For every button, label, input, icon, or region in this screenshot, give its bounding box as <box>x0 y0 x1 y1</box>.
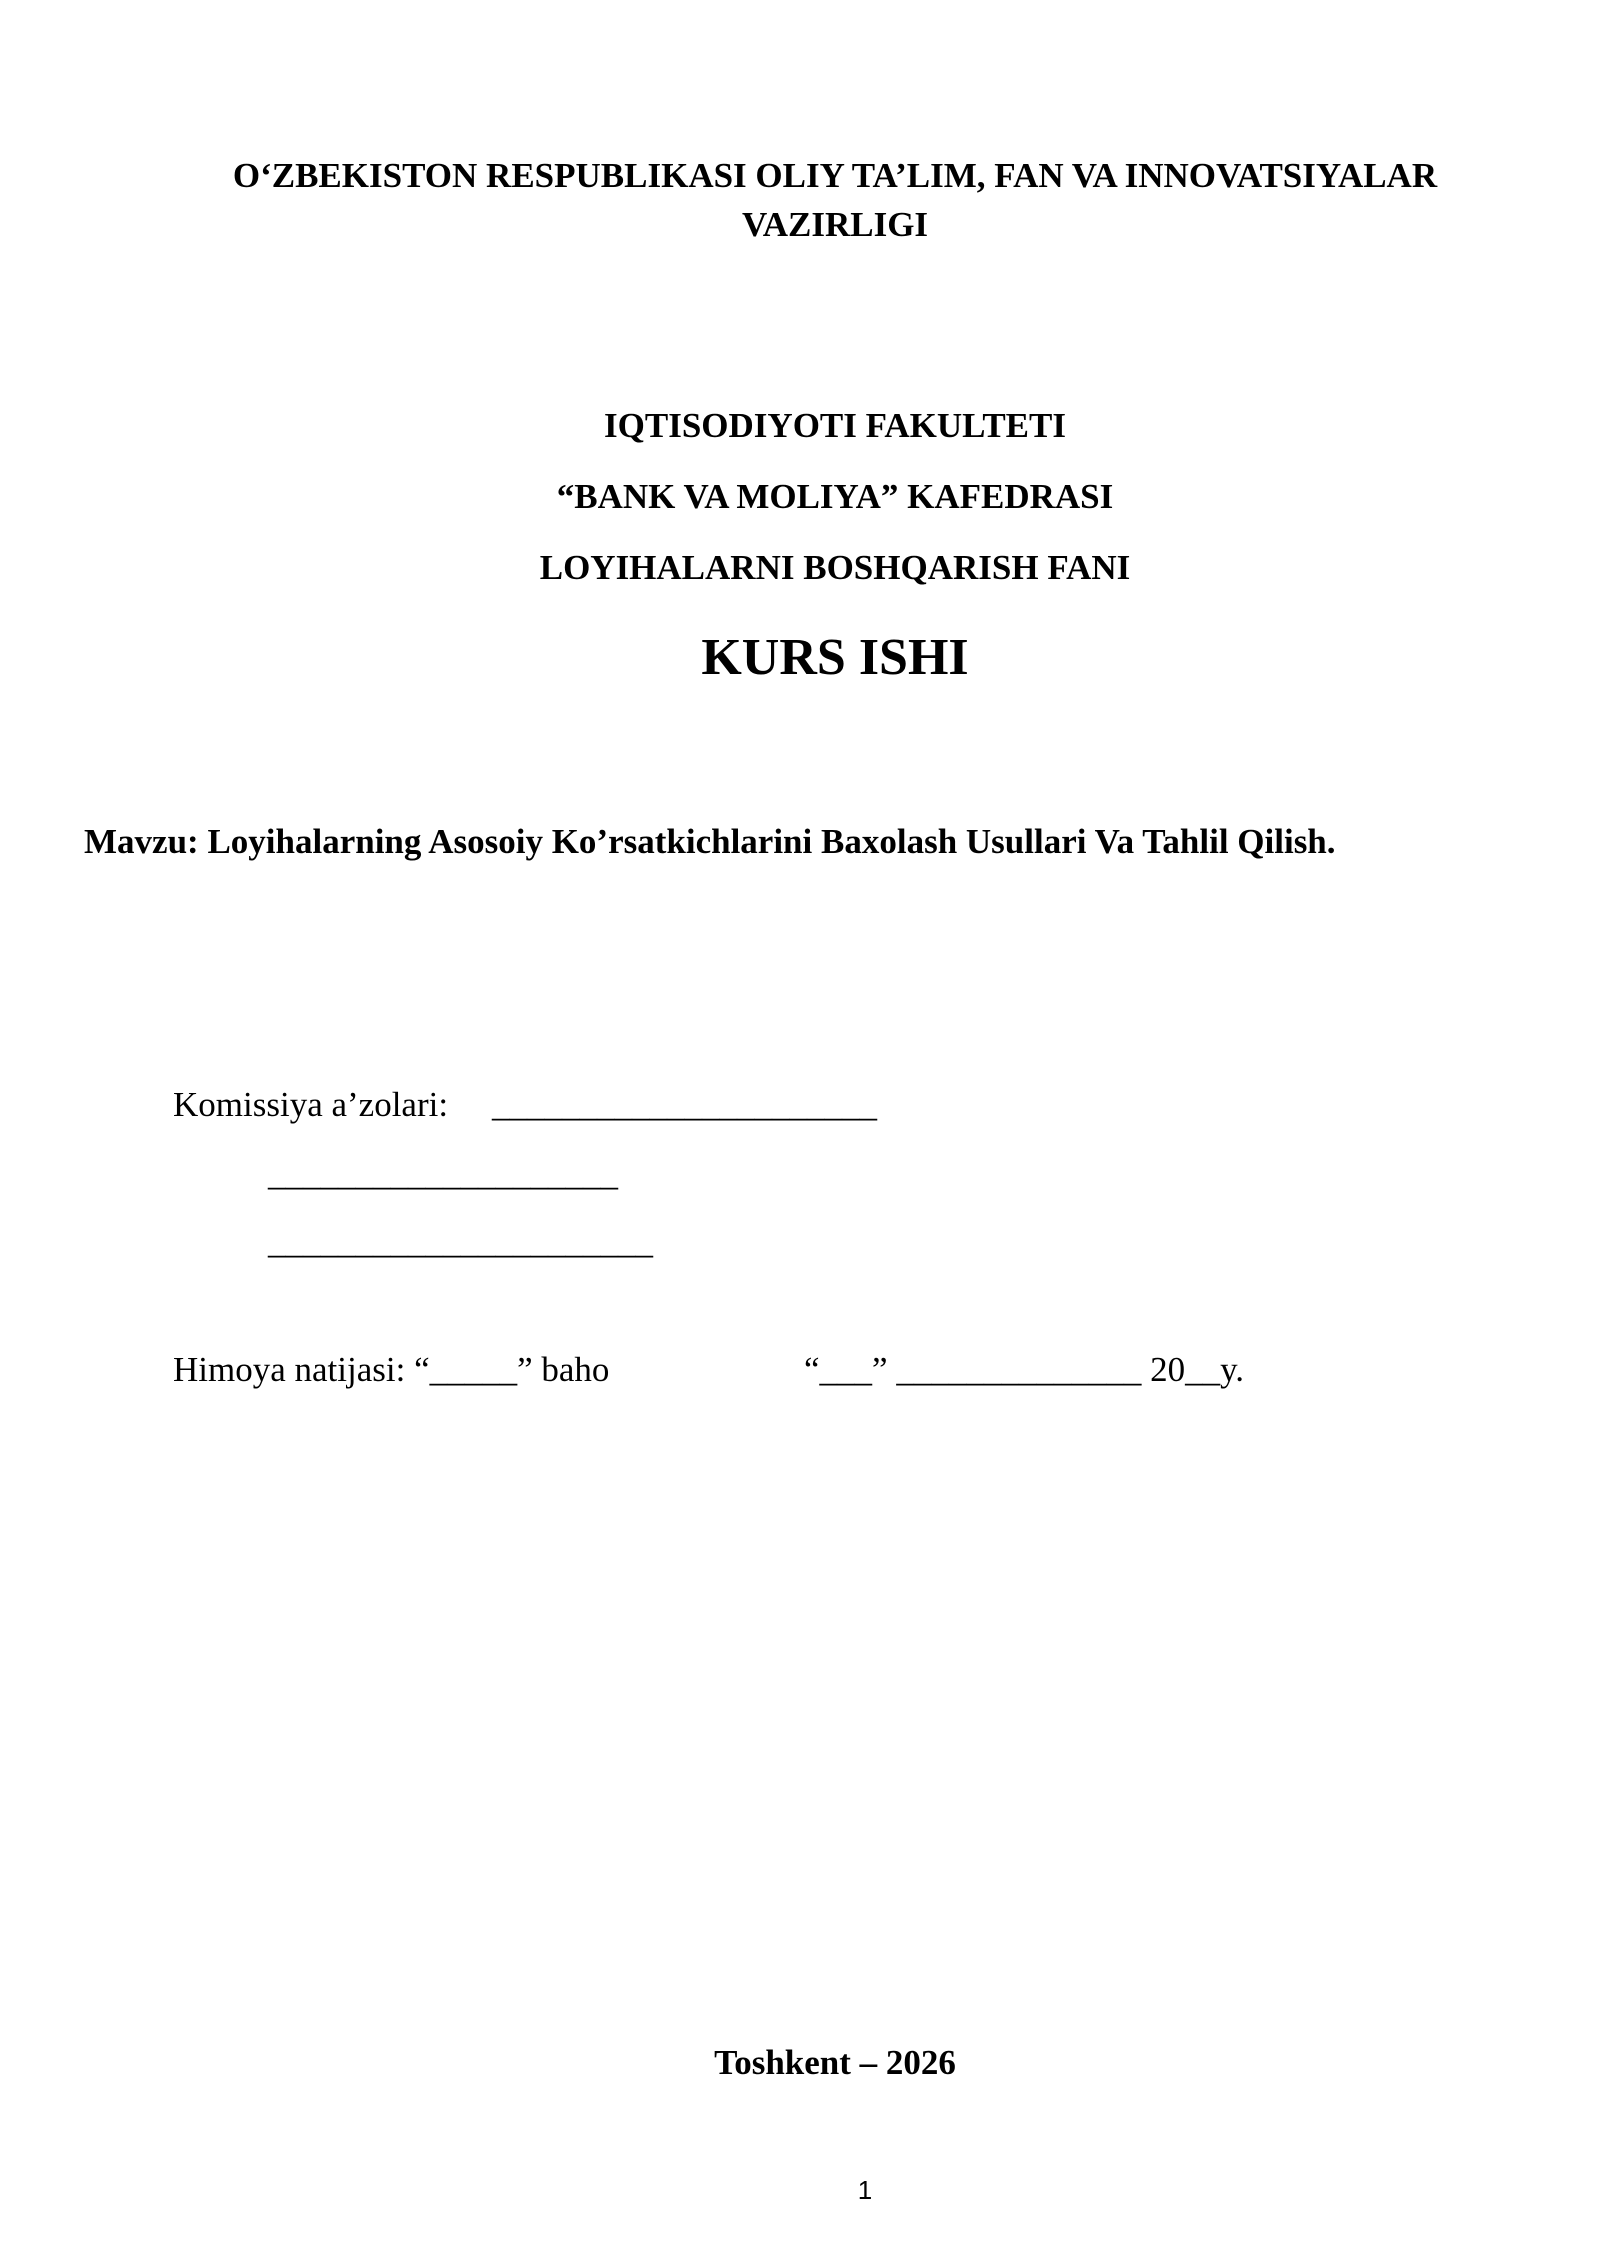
faculty-name: IQTISODIYOTI FAKULTETI <box>604 406 1066 445</box>
page-number: 1 <box>857 2175 873 2205</box>
topic-line: Mavzu: Loyihalarning Asosoiy Ko’rsatkichlarini Baxolash Usullari Va Tahlil Qilish. <box>84 822 1336 861</box>
place-year: Toshkent – 2026 <box>714 2043 956 2082</box>
commission-blank-3: ______________________ <box>268 1222 653 1261</box>
defense-date: “___” ______________ 20__y. <box>804 1350 1245 1389</box>
commission-blank-1: ______________________ <box>492 1085 877 1124</box>
ministry-title-line2: VAZIRLIGI <box>741 205 929 244</box>
commission-label: Komissiya a’zolari: <box>173 1085 449 1124</box>
department-name: “BANK VA MOLIYA” KAFEDRASI <box>556 477 1114 516</box>
subject-name: LOYIHALARNI BOSHQARISH FANI <box>539 548 1131 587</box>
defense-result: Himoya natijasi: “_____” baho <box>173 1350 610 1389</box>
document-type-title: KURS ISHI <box>701 629 969 686</box>
ministry-title-line1: O‘ZBEKISTON RESPUBLIKASI OLIY TA’LIM, FAN VA INNOVATSIYALAR <box>232 156 1438 195</box>
commission-blank-2: ____________________ <box>268 1154 618 1193</box>
